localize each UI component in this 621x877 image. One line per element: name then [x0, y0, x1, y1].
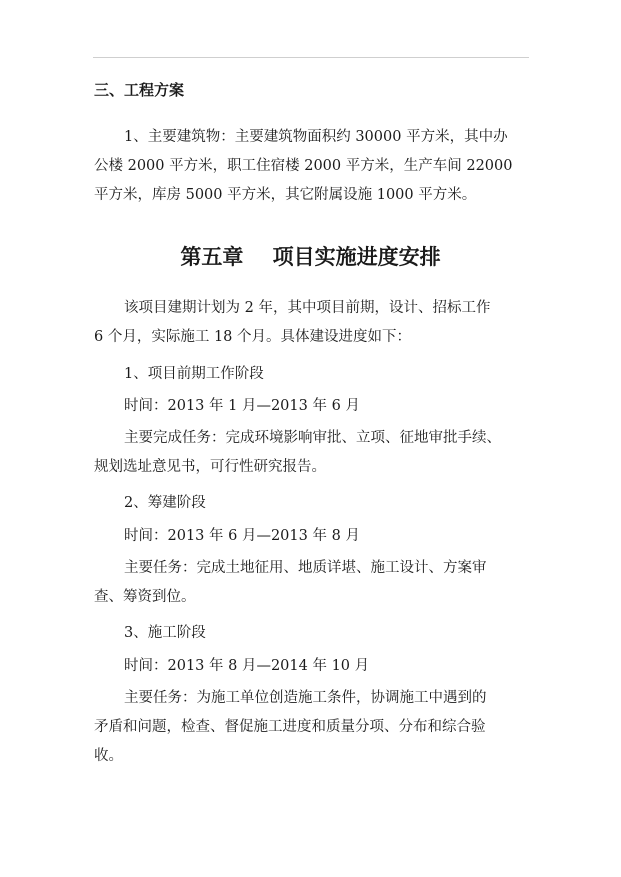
- phase-1-time: 时间：2013 年 1 月—2013 年 6 月: [124, 398, 360, 414]
- paragraph-line: 矛盾和问题，检查、督促施工进度和质量分项、分布和综合验: [94, 719, 486, 735]
- phase-1-tasks: [94, 424, 527, 482]
- paragraph-line: 6 个月，实际施工 18 个月。具体建设进度如下：: [94, 329, 412, 345]
- chapter-title: 第五章 项目实施进度安排: [180, 244, 441, 269]
- header-rule: [93, 57, 529, 58]
- paragraph-line: 平方米，库房 5000 平方米，其它附属设施 1000 平方米。: [94, 187, 477, 203]
- paragraph-line: 主要完成任务：完成环境影响审批、立项、征地审批手续、: [124, 430, 501, 446]
- paragraph-line: 收。: [94, 748, 123, 764]
- section-heading: 三、工程方案: [94, 81, 185, 99]
- intro-paragraph: [94, 294, 527, 352]
- phase-3-tasks: [94, 684, 527, 771]
- phase-1-title: 1、项目前期工作阶段: [124, 366, 264, 382]
- phase-3-time: 时间：2013 年 8 月—2014 年 10 月: [124, 658, 370, 674]
- paragraph-line: 公楼 2000 平方米，职工住宿楼 2000 平方米，生产车间 22000: [94, 158, 513, 174]
- buildings-paragraph: [94, 123, 527, 210]
- paragraph-line: 该项目建期计划为 2 年，其中项目前期，设计、招标工作: [124, 300, 491, 316]
- phase-2-time: 时间：2013 年 6 月—2013 年 8 月: [124, 528, 360, 544]
- paragraph-line: 主要任务：完成土地征用、地质详堪、施工设计、方案审: [124, 560, 487, 576]
- phase-2-tasks: [94, 554, 527, 612]
- paragraph-line: 规划选址意见书，可行性研究报告。: [94, 459, 326, 475]
- paragraph-line: 查、筹资到位。: [94, 589, 196, 605]
- paragraph-line: 主要任务：为施工单位创造施工条件，协调施工中遇到的: [124, 690, 487, 706]
- phase-3-title: 3、施工阶段: [124, 625, 206, 641]
- phase-2-title: 2、筹建阶段: [124, 495, 206, 511]
- paragraph-line: 1、主要建筑物：主要建筑物面积约 30000 平方米，其中办: [124, 129, 508, 145]
